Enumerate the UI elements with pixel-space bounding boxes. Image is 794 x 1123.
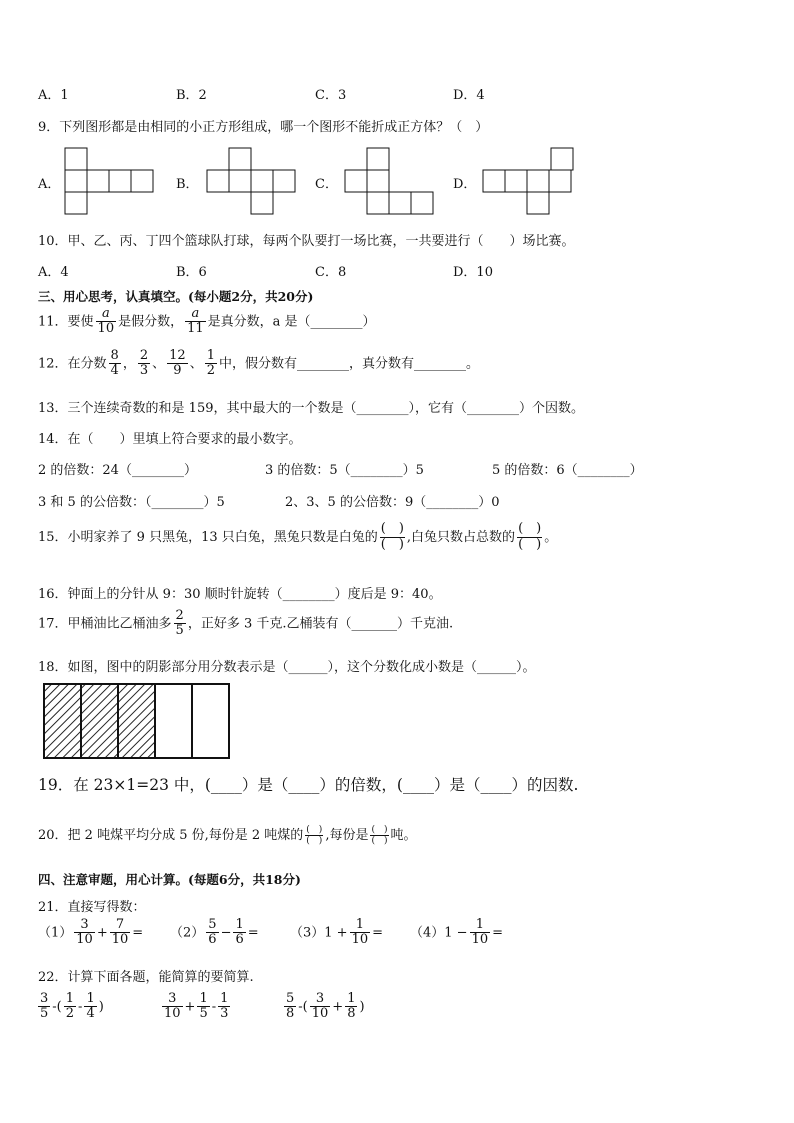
- q21-item-4: （4）1 − $\frac{1}{10}$ =: [410, 917, 504, 948]
- q14-item-1: 2 的倍数：24（________）: [38, 463, 197, 478]
- shaded-part: [81, 684, 118, 758]
- q14-item-5: 2、3、5 的公倍数：9（________）0: [285, 495, 500, 510]
- shaded-part: [118, 684, 155, 758]
- q20: 20．把 2 吨煤平均分成 5 份,每份是 2 吨煤的 ( ) ( ) ,每份是 ( ) ( ) 吨。: [38, 824, 417, 846]
- q11-fraction-2: $\frac{a}{11}$: [187, 306, 204, 337]
- q9-label-c: C．: [315, 177, 338, 192]
- q15: 15．小明家养了 9 只黑兔，13 只白兔，黑兔只数是白兔的 ( ) ( ) ,白兔只数占总数的 ( ) ( ) 。: [38, 521, 558, 552]
- q19-text: 19．在 23×1=23 中，(____）是（____）的倍数，(____）是（____）的因数.: [38, 776, 579, 794]
- q8-option-c: C．3: [315, 88, 347, 103]
- q9-label-d: D．: [453, 177, 477, 192]
- q14-item-2: 3 的倍数：5（________）5: [265, 463, 424, 478]
- q14-text: 14．在（ ）里填上符合要求的最小数字。: [38, 432, 302, 447]
- q10-option-a: A．4: [38, 265, 69, 280]
- net-b: [207, 148, 295, 214]
- q22-expression-1: $\frac{3}{5}$ -( $\frac{1}{2}$ - $\frac{1}{4}$ ): [40, 991, 104, 1022]
- q9-cube-nets: [0, 0, 794, 240]
- q17-text-1: 17．甲桶油比乙桶油多: [38, 616, 172, 632]
- q15-blank-fraction-2: ( ) ( ): [518, 521, 542, 552]
- section-3-heading: 三、用心思考，认真填空。(每小题2分，共20分): [38, 289, 314, 304]
- unshaded-part: [155, 684, 192, 758]
- unshaded-part: [192, 684, 229, 758]
- q12-fraction-2: $\frac{2}{3}$: [139, 348, 149, 379]
- q10-option-b: B．6: [176, 265, 207, 280]
- q12-fraction-4: $\frac{1}{2}$: [206, 348, 215, 379]
- q12-fraction-1: $\frac{8}{4}$: [110, 348, 119, 379]
- net-c: [345, 148, 433, 214]
- q20-text-1: 20．把 2 吨煤平均分成 5 份,每份是 2 吨煤的: [38, 828, 304, 843]
- q15-text-1: 15．小明家养了 9 只黑兔，13 只白兔，黑兔只数是白兔的: [38, 529, 378, 545]
- q21-item-1: （1） $\frac{3}{10}$ + $\frac{7}{10}$ =: [38, 917, 144, 948]
- q15-blank-fraction-1: ( ) ( ): [380, 521, 404, 552]
- q8-option-b: B．2: [176, 88, 207, 103]
- q22-expression-2: $\frac{3}{10}$ + $\frac{1}{5}$ - $\frac{1}{3}$: [164, 991, 229, 1022]
- q22-text: 22．计算下面各题，能简算的要简算.: [38, 970, 254, 985]
- q10-option-d: D．10: [453, 265, 493, 280]
- q9-text: 9．下列图形都是由相同的小正方形组成，哪一个图形不能折成正方体？（ ）: [38, 120, 489, 135]
- q21-text: 21．直接写得数：: [38, 900, 146, 915]
- q11-text-2: 是假分数，: [118, 314, 184, 330]
- q9-label-b: B．: [176, 177, 199, 192]
- q17-text-2: ，正好多 3 千克.乙桶装有（_______）千克油.: [187, 616, 454, 632]
- q8-option-d: D．4: [453, 88, 485, 103]
- q22-expression-3: $\frac{5}{8}$ -( $\frac{3}{10}$ + $\frac{1}{8}$ ): [286, 991, 365, 1022]
- net-a: [65, 148, 153, 214]
- q17-fraction: $\frac{2}{5}$: [175, 608, 184, 639]
- q11: [38, 307, 376, 337]
- q8-option-a: A．1: [38, 88, 69, 103]
- q9-label-a: A．: [38, 177, 61, 192]
- q10-text: 10．甲、乙、丙、丁四个篮球队打球，每两个队要打一场比赛，一共要进行（ ）场比赛。: [38, 234, 575, 249]
- q20-blank-fraction-2: ( ) ( ): [371, 824, 388, 846]
- shaded-part: [44, 684, 81, 758]
- q21-item-2: （2） $\frac{5}{6}$ − $\frac{1}{6}$ =: [170, 917, 259, 948]
- q13-text: 13．三个连续奇数的和是 159，其中最大的一个数是（________），它有（________）个因数。: [38, 401, 584, 416]
- q20-blank-fraction-1: ( ) ( ): [306, 824, 323, 846]
- q14-item-4: 3 和 5 的公倍数：（________）5: [38, 495, 225, 510]
- q11-text-3: 是真分数，a 是（________）: [207, 314, 376, 330]
- q12: 12．在分数 $\frac{8}{4}$ ， $\frac{2}{3}$ 、 $\frac{12}{9}$ 、 $\frac{1}{2}$ 中，假分数有________，真分数有________。: [38, 348, 479, 379]
- q14-item-3: 5 的倍数：6（________）: [492, 463, 643, 478]
- q10-option-c: C．8: [315, 265, 347, 280]
- net-d: [483, 148, 573, 214]
- q18-text: 18．如图，图中的阴影部分用分数表示是（______），这个分数化成小数是（______）。: [38, 660, 536, 675]
- q16-text: 16．钟面上的分针从 9：30 顺时针旋转（________）度后是 9：40。: [38, 587, 442, 602]
- q17: [38, 609, 453, 639]
- q18-shaded-diagram: [40, 678, 236, 764]
- q12-fraction-3: $\frac{12}{9}$: [169, 348, 186, 379]
- q20-text-2: ,每份是: [325, 828, 369, 843]
- q12-text: 12．在分数: [38, 356, 107, 372]
- q11-fraction-1: $\frac{a}{10}$: [97, 306, 115, 337]
- q11-text-1: 11．要使: [38, 314, 94, 330]
- q15-text-2: ,白兔只数占总数的: [406, 529, 516, 545]
- q21-item-3: （3）1 + $\frac{1}{10}$ =: [290, 917, 384, 948]
- section-4-heading: 四、注意审题，用心计算。(每题6分，共18分): [38, 872, 301, 887]
